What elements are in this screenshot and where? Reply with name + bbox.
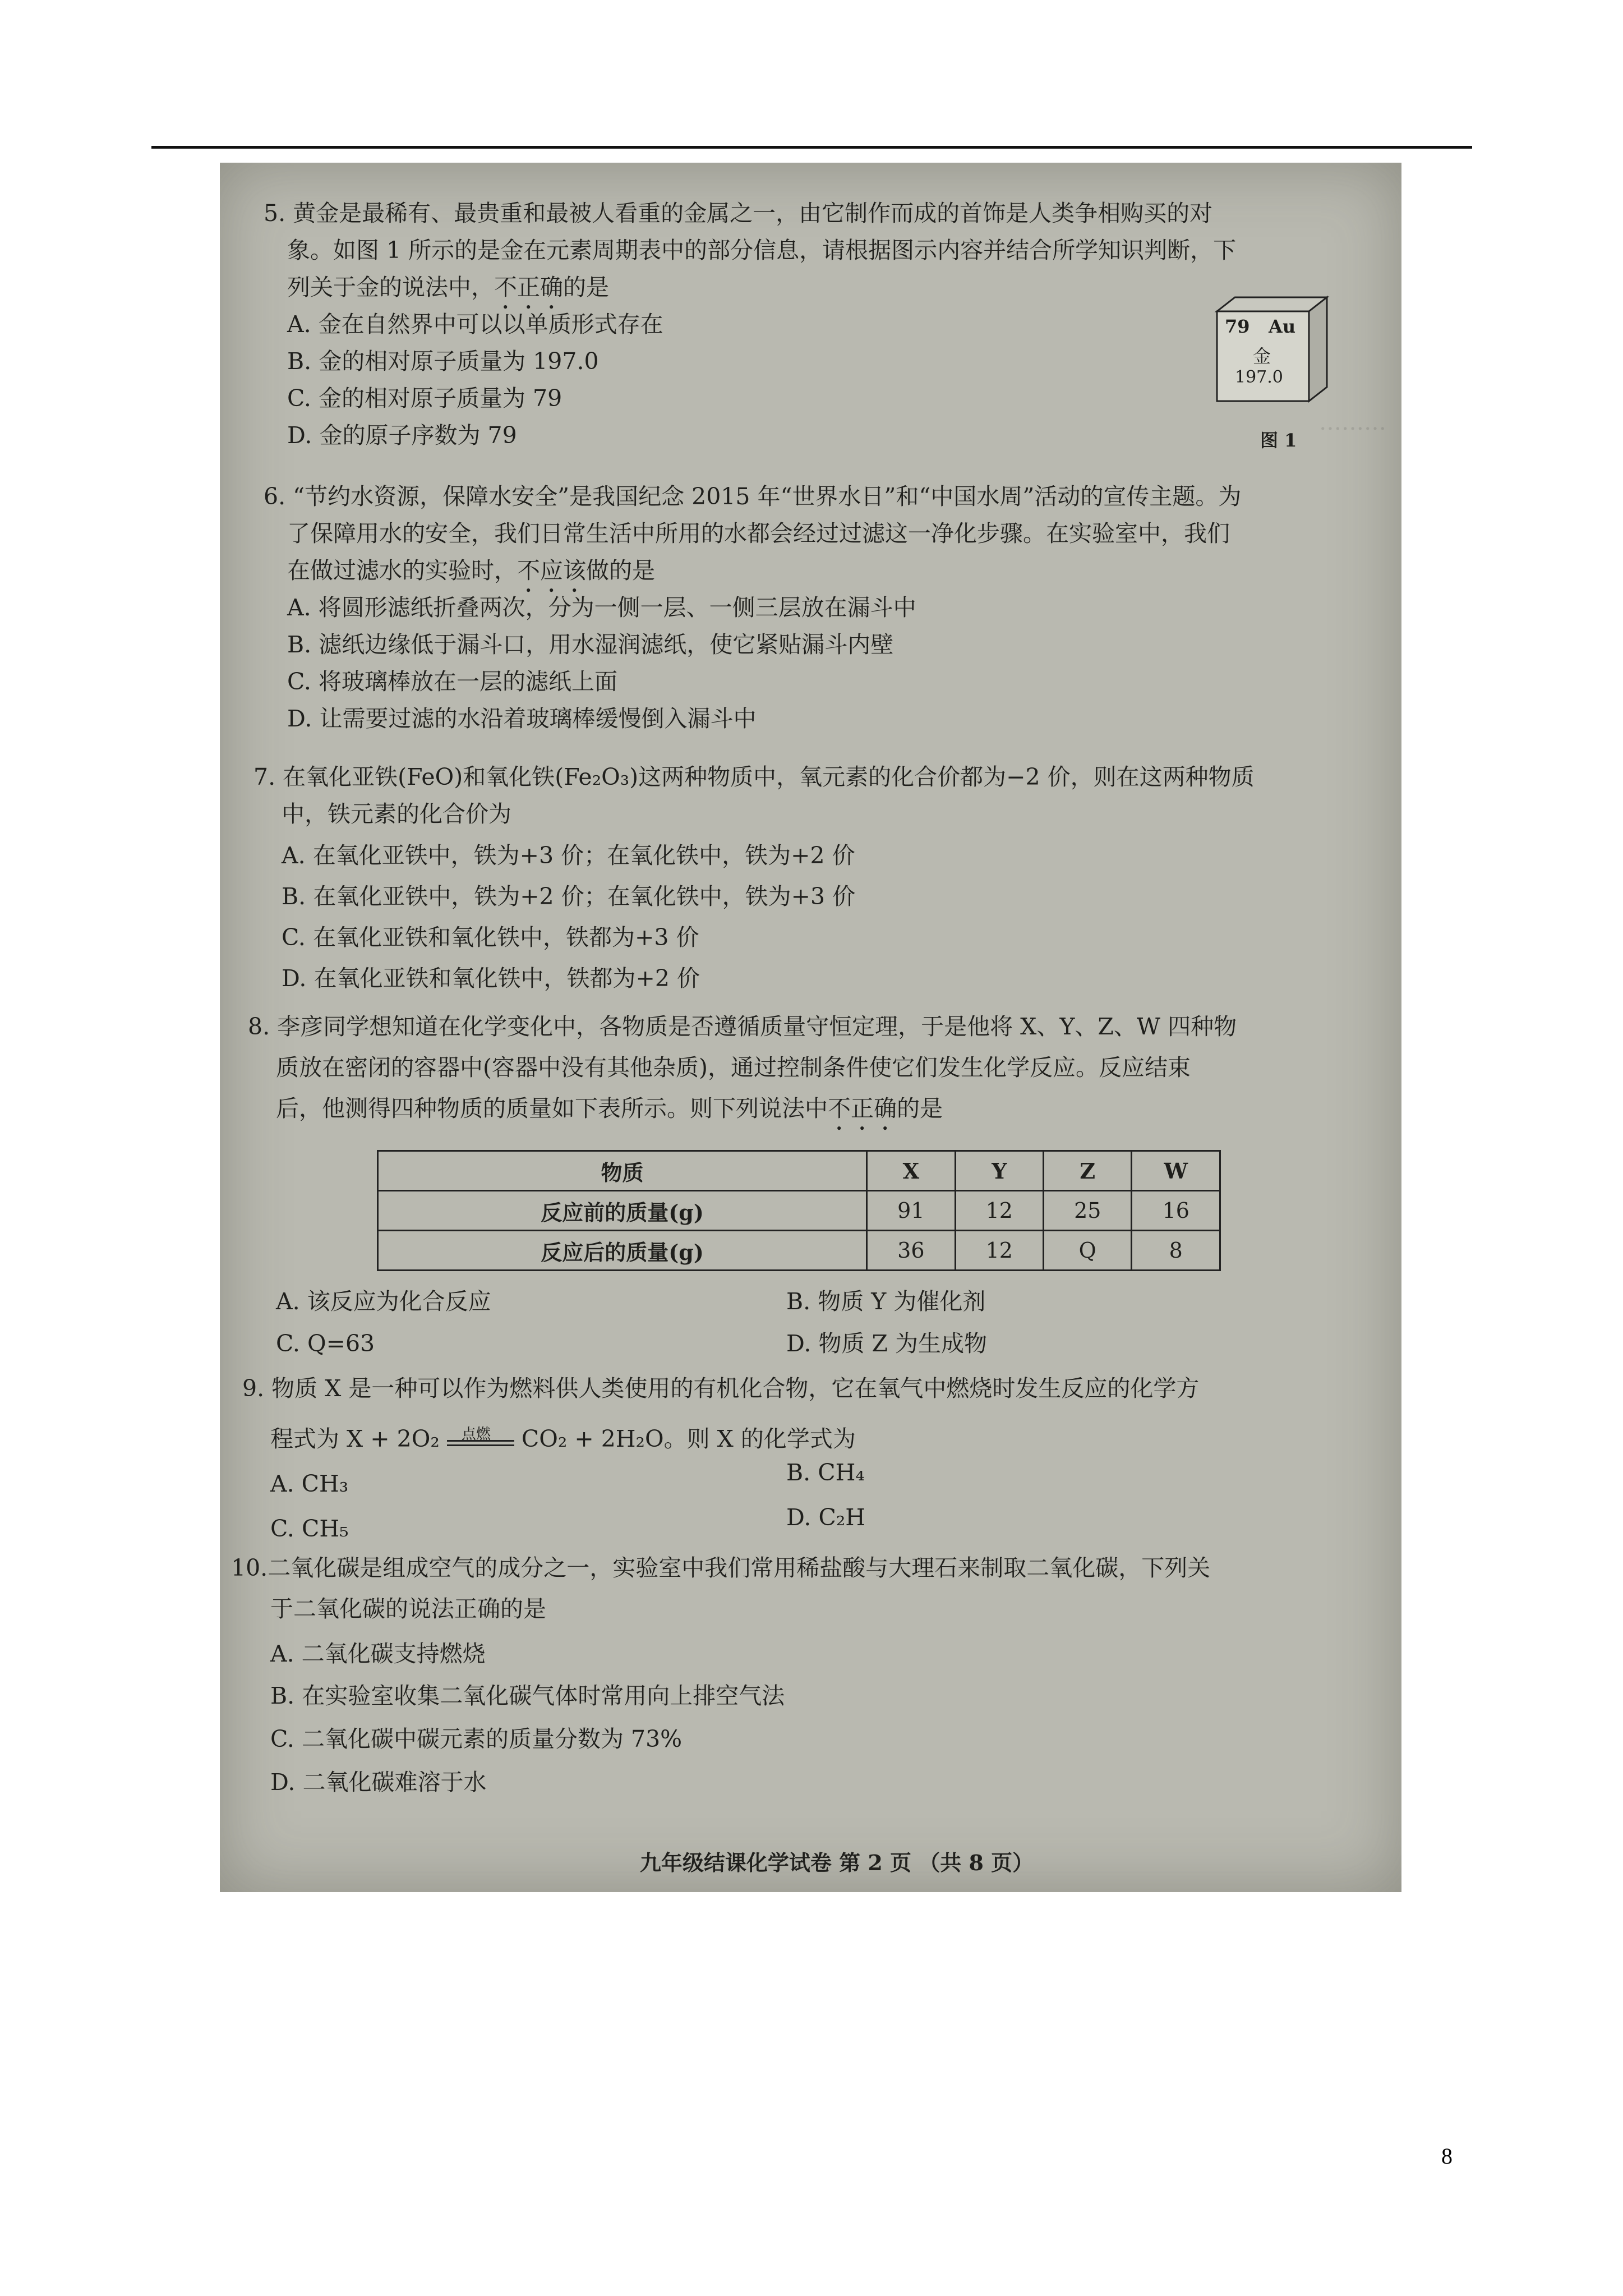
- table-cell: 12: [955, 1231, 1043, 1271]
- q5-line2: 象。如图 1 所示的是金在元素周期表中的部分信息，请根据图示内容并结合所学知识判断，下: [287, 237, 1237, 264]
- table-row: [378, 1231, 1220, 1271]
- reaction-condition: 点燃: [461, 1425, 491, 1443]
- element-cube-outline: [1212, 295, 1333, 407]
- table-header: X: [867, 1151, 955, 1191]
- scanned-exam-page: [220, 163, 1401, 1892]
- q10-line2: 于二氧化碳的说法正确的是: [270, 1595, 546, 1622]
- gold-element-cell: [1212, 295, 1333, 407]
- q9-option-b: B. CH₄: [786, 1459, 865, 1486]
- table-cell: 反应前的质量(g): [378, 1191, 867, 1231]
- q7-line2: 中，铁元素的化合价为: [282, 800, 511, 827]
- q8-option-a: A. 该反应为化合反应: [276, 1288, 491, 1315]
- table-header: 物质: [378, 1151, 867, 1191]
- table-cell: 反应后的质量(g): [378, 1231, 867, 1271]
- q5-emphasis: 不正确: [494, 274, 563, 301]
- q5-option-a: A. 金在自然界中可以以单质形式存在: [287, 311, 663, 338]
- q10-option-a: A. 二氧化碳支持燃烧: [270, 1640, 486, 1667]
- q9-line2: 程式为 X + 2O₂ 点燃 CO₂ + 2H₂O。则 X 的化学式为: [270, 1422, 856, 1456]
- q8-option-d: D. 物质 Z 为生成物: [786, 1330, 988, 1357]
- table-cell: 8: [1132, 1231, 1220, 1271]
- q8-option-b: B. 物质 Y 为催化剂: [786, 1288, 986, 1315]
- table-header-row: [378, 1151, 1220, 1191]
- table-header: Z: [1044, 1151, 1132, 1191]
- exam-footer: 九年级结课化学试卷 第 2 页 （共 8 页）: [639, 1850, 1034, 1875]
- q5-option-c: C. 金的相对原子质量为 79: [287, 385, 562, 412]
- table-header: W: [1132, 1151, 1220, 1191]
- q8-line1: 8. 李彦同学想知道在化学变化中，各物质是否遵循质量守恒定理，于是他将 X、Y、Z、W 四种物: [248, 1013, 1237, 1040]
- table-cell: Q: [1044, 1231, 1132, 1271]
- q9-option-c: C. CH₅: [270, 1515, 349, 1542]
- q8-line3: 后，他测得四种物质的质量如下表所示。则下列说法中不正确的是: [276, 1095, 943, 1122]
- q8-option-c: C. Q=63: [276, 1330, 375, 1357]
- q5-option-b: B. 金的相对原子质量为 197.0: [287, 348, 599, 375]
- top-rule: [151, 146, 1472, 149]
- mass-table: [377, 1150, 1221, 1271]
- q10-option-b: B. 在实验室收集二氧化碳气体时常用向上排空气法: [270, 1682, 785, 1709]
- q10-line1: 10.二氧化碳是组成空气的成分之一，实验室中我们常用稀盐酸与大理石来制取二氧化碳，下列关: [231, 1554, 1211, 1581]
- reaction-arrow: [447, 1425, 514, 1452]
- q7-option-a: A. 在氧化亚铁中，铁为+3 价；在氧化铁中，铁为+2 价: [282, 842, 855, 869]
- table-cell: 36: [867, 1231, 955, 1271]
- page-number: 8: [1441, 2143, 1453, 2169]
- q8-emphasis: 不正确: [828, 1095, 897, 1122]
- table-cell: 91: [867, 1191, 955, 1231]
- atomic-number: 79: [1225, 316, 1250, 337]
- q6-option-b: B. 滤纸边缘低于漏斗口，用水湿润滤纸，使它紧贴漏斗内壁: [287, 631, 894, 658]
- q8-line2: 质放在密闭的容器中(容器中没有其他杂质)，通过控制条件使它们发生化学反应。反应结束: [276, 1054, 1191, 1081]
- q6-emphasis: 不应该: [517, 557, 586, 584]
- q5-line1: 5. 黄金是最稀有、最贵重和最被人看重的金属之一，由它制作而成的首饰是人类争相购买的对: [264, 200, 1213, 227]
- table-cell: 25: [1044, 1191, 1132, 1231]
- atomic-mass: 197.0: [1235, 367, 1283, 387]
- table-row: [378, 1191, 1220, 1231]
- q6-line1: 6. “节约水资源，保障水安全”是我国纪念 2015 年“世界水日”和“中国水周”活动的宣传主题。为: [264, 483, 1242, 510]
- element-name: 金: [1253, 346, 1271, 367]
- q7-option-d: D. 在氧化亚铁和氧化铁中，铁都为+2 价: [282, 965, 700, 992]
- figure-caption: 图 1: [1260, 430, 1297, 451]
- table-cell: 16: [1132, 1191, 1220, 1231]
- q7-option-b: B. 在氧化亚铁中，铁为+2 价；在氧化铁中，铁为+3 价: [282, 883, 856, 910]
- table-cell: 12: [955, 1191, 1043, 1231]
- q7-line1: 7. 在氧化亚铁(FeO)和氧化铁(Fe₂O₃)这两种物质中，氧元素的化合价都为−2 价，则在这两种物质: [253, 763, 1255, 790]
- q9-option-a: A. CH₃: [270, 1470, 349, 1497]
- element-symbol: Au: [1269, 316, 1296, 337]
- q10-option-d: D. 二氧化碳难溶于水: [270, 1769, 487, 1796]
- q5-option-d: D. 金的原子序数为 79: [287, 422, 517, 449]
- q9-line1: 9. 物质 X 是一种可以作为燃料供人类使用的有机化合物，它在氧气中燃烧时发生反应的化学方: [242, 1375, 1200, 1402]
- q6-line3: 在做过滤水的实验时，不应该做的是: [287, 557, 655, 584]
- table-header: Y: [955, 1151, 1043, 1191]
- q7-option-c: C. 在氧化亚铁和氧化铁中，铁都为+3 价: [282, 924, 699, 951]
- bleed-through: ………: [1319, 409, 1386, 435]
- q5-line3: 列关于金的说法中，不正确的是: [287, 274, 609, 301]
- q6-option-d: D. 让需要过滤的水沿着玻璃棒缓慢倒入漏斗中: [287, 705, 757, 732]
- q6-line2: 了保障用水的安全，我们日常生活中所用的水都会经过过滤这一净化步骤。在实验室中，我们: [287, 520, 1230, 547]
- q6-option-c: C. 将玻璃棒放在一层的滤纸上面: [287, 668, 617, 695]
- q10-option-c: C. 二氧化碳中碳元素的质量分数为 73%: [270, 1726, 683, 1752]
- q6-option-a: A. 将圆形滤纸折叠两次，分为一侧一层、一侧三层放在漏斗中: [287, 594, 916, 621]
- q9-option-d: D. C₂H: [786, 1504, 866, 1531]
